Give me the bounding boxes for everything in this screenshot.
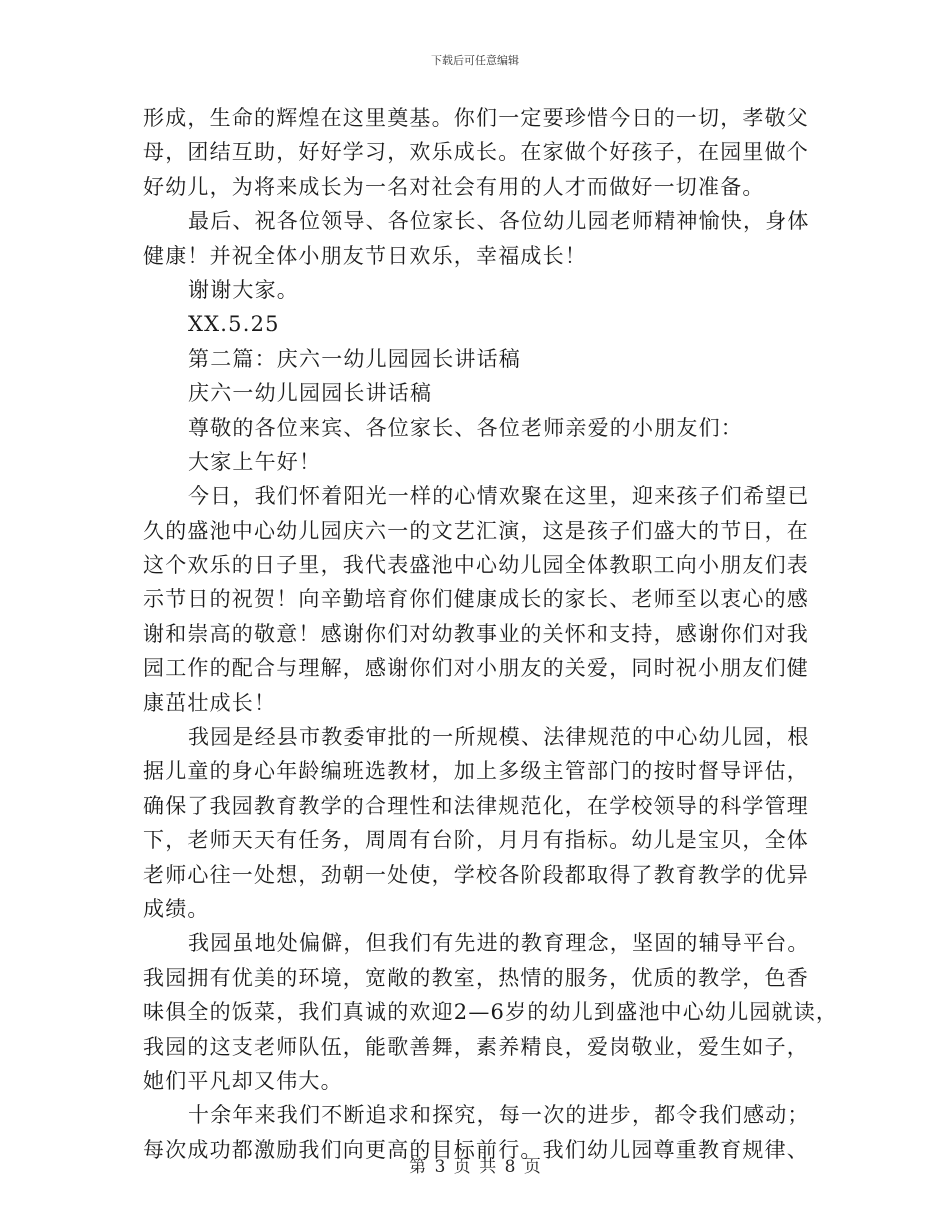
text-line: 好幼儿，为将来成长为一名对社会有用的人才而做好一切准备。 xyxy=(143,174,765,199)
text-line: 庆六一幼儿园园长讲话稿 xyxy=(188,381,433,406)
text-line: 形成，生命的辉煌在这里奠基。你们一定要珍惜今日的一切，孝敬父 xyxy=(143,106,809,130)
text-line: 园工作的配合与理解，感谢你们对小朋友的关爱，同时祝小朋友们健 xyxy=(143,656,809,681)
text-line: 母，团结互助，好好学习，欢乐成长。在家做个好孩子，在园里做个 xyxy=(143,140,809,165)
text-line: 确保了我园教育教学的合理性和法律规范化，在学校领导的科学管理 xyxy=(143,793,809,818)
text-line: 康茁壮成长！ xyxy=(143,690,277,715)
text-line: 谢谢大家。 xyxy=(188,277,299,302)
text-line: 每次成功都激励我们向更高的目标前行。我们幼儿园尊重教育规律、 xyxy=(143,1137,809,1162)
text-line: 尊敬的各位来宾、各位家长、各位老师亲爱的小朋友们： xyxy=(188,415,743,440)
text-line: 据儿童的身心年龄编班选教材，加上多级主管部门的按时督导评估， xyxy=(143,759,809,784)
text-line: 健康！并祝全体小朋友节日欢乐，幸福成长！ xyxy=(143,243,587,268)
text-line: 我园的这支老师队伍，能歌善舞，素养精良，爱岗敬业，爱生如子， xyxy=(143,1034,809,1059)
text-line: 成绩。 xyxy=(143,896,210,921)
text-line: 我园虽地处偏僻，但我们有先进的教育理念，坚固的辅导平台。 xyxy=(188,931,810,956)
text-line: 老师心往一处想，劲朝一处使，学校各阶段都取得了教育教学的优异 xyxy=(143,862,809,887)
text-line: 下，老师天天有任务，周周有台阶，月月有指标。幼儿是宝贝，全体 xyxy=(143,828,809,853)
text-line: 味俱全的饭菜，我们真诚的欢迎2—6岁的幼儿到盛池中心幼儿园就读， xyxy=(143,1000,839,1025)
page-header: 下载后可任意编辑 xyxy=(431,54,519,67)
text-line: 最后、祝各位领导、各位家长、各位幼儿园老师精神愉快，身体 xyxy=(188,209,810,234)
page-number-footer: 第 3 页 共 8 页 xyxy=(409,1157,541,1177)
document-body xyxy=(143,101,839,1167)
text-line: 她们平凡却又伟大。 xyxy=(143,1068,343,1093)
text-line: 大家上午好！ xyxy=(188,449,322,474)
text-line: 这个欢乐的日子里，我代表盛池中心幼儿园全体教职工向小朋友们表 xyxy=(143,553,809,578)
text-line: XX.5.25 xyxy=(188,312,280,337)
text-line: 十余年来我们不断追求和探究，每一次的进步，都令我们感动； xyxy=(188,1103,810,1128)
text-line: 我园拥有优美的环境，宽敞的教室，热情的服务，优质的教学，色香 xyxy=(143,965,809,990)
text-line: 我园是经县市教委审批的一所规模、法律规范的中心幼儿园，根 xyxy=(188,725,810,750)
text-line: 谢和崇高的敬意！感谢你们对幼教事业的关怀和支持，感谢你们对我 xyxy=(143,621,809,646)
text-line: 第二篇：庆六一幼儿园园长讲话稿 xyxy=(188,346,521,371)
text-line: 今日，我们怀着阳光一样的心情欢聚在这里，迎来孩子们希望已 xyxy=(188,484,810,509)
text-line: 久的盛池中心幼儿园庆六一的文艺汇演，这是孩子们盛大的节日，在 xyxy=(143,518,809,543)
text-line: 示节日的祝贺！向辛勤培育你们健康成长的家长、老师至以衷心的感 xyxy=(143,587,809,612)
